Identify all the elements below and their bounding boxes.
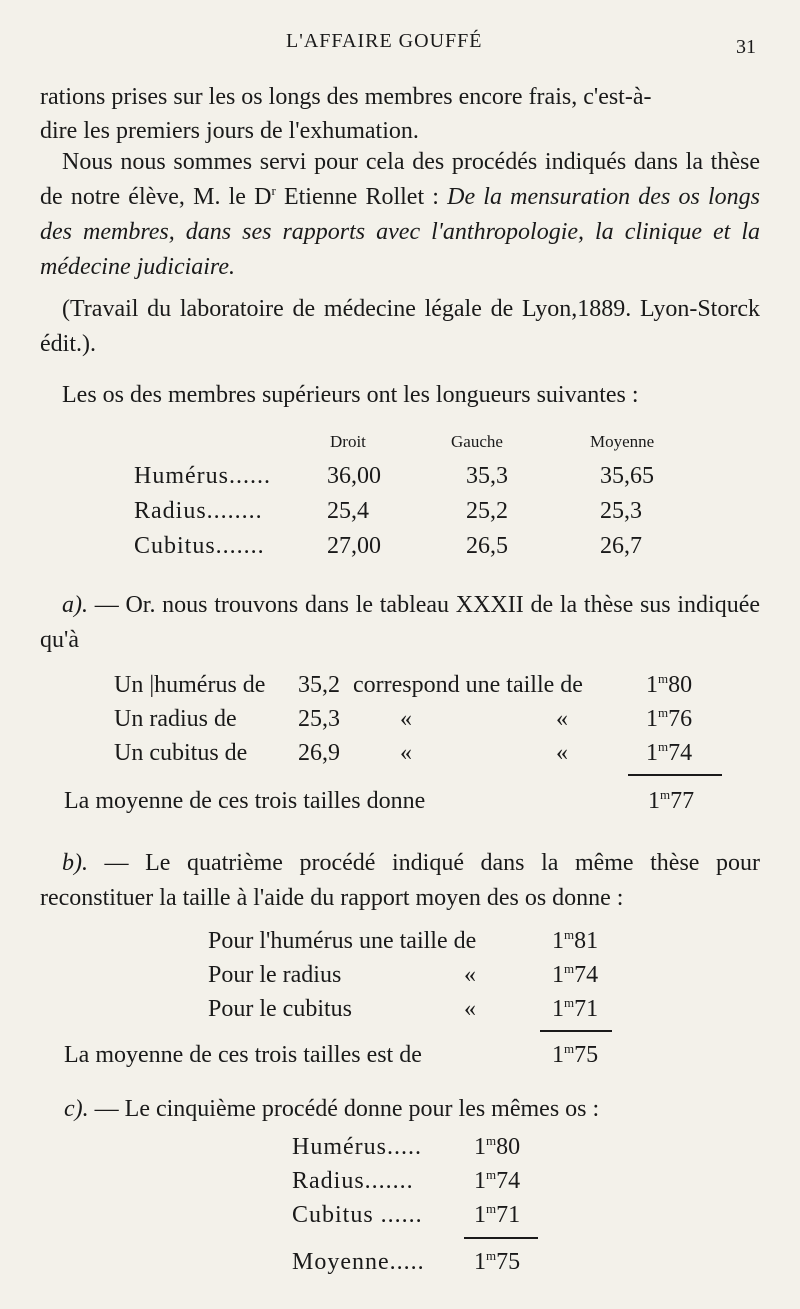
bone-name: Cubitus....... xyxy=(134,533,265,559)
table-row xyxy=(0,494,800,528)
row-label: Un cubitus de xyxy=(114,740,248,766)
thesis-title: De la mensuration des os longs des membres, dans ses rapports avec l'anthropologie, la clinique et la médecine judiciaire. xyxy=(40,184,760,280)
value-moyenne: 25,3 xyxy=(600,498,642,524)
table-row xyxy=(0,736,800,770)
table-row-total xyxy=(0,1245,800,1279)
value-gauche: 35,3 xyxy=(466,463,508,489)
table-row xyxy=(0,459,800,493)
bone-value: 35,2 xyxy=(298,672,340,698)
height-value: 1$^m$76 xyxy=(646,705,693,732)
height-value: 1$^m$74 xyxy=(474,1167,521,1194)
method-text-after: Etienne Rollet : xyxy=(275,184,448,210)
bone-name: Humérus..... xyxy=(292,1134,422,1160)
table-row xyxy=(0,702,800,736)
height-value: 1$^m$71 xyxy=(474,1201,521,1228)
bones-intro: Les os des membres supérieurs ont les longueurs suivantes : xyxy=(62,382,639,408)
page-number: 31 xyxy=(736,36,756,58)
height-value: 1$^m$71 xyxy=(552,995,599,1022)
total-label: La moyenne de ces trois tailles donne xyxy=(64,788,426,814)
row-label: Pour le cubitus xyxy=(208,996,352,1022)
height-value: 1$^m$80 xyxy=(474,1133,521,1160)
row-mid-text: correspond une taille de xyxy=(353,672,583,698)
table-row xyxy=(0,1198,800,1232)
table-row-total xyxy=(0,784,800,818)
method-text-before: Nous nous sommes servi pour cela des procédés indiqués dans la thèse de notre élève, M. le D xyxy=(40,149,760,210)
row-label: Pour l'humérus une taille de xyxy=(208,928,477,954)
ditto-mark: « xyxy=(556,740,568,766)
sum-rule xyxy=(540,1030,612,1032)
row-label: Un |humérus de xyxy=(114,672,266,698)
section-a-paragraph xyxy=(40,588,760,658)
table-row xyxy=(0,1164,800,1198)
bone-name: Cubitus ...... xyxy=(292,1202,423,1228)
ditto-mark: « xyxy=(556,706,568,732)
sum-rule xyxy=(628,774,722,776)
bone-name: Radius........ xyxy=(134,498,263,524)
total-label: La moyenne de ces trois tailles est de xyxy=(64,1042,422,1068)
intro-line-2: dire les premiers jours de l'exhumation. xyxy=(40,118,419,144)
bone-value: 25,3 xyxy=(298,706,340,732)
section-b-text: — Le quatrième procédé indiqué dans la même thèse pour reconstituer la taille à l'aide du rapport moyen des os donne : xyxy=(40,850,760,911)
value-droit: 27,00 xyxy=(327,533,381,559)
method-sup: r xyxy=(271,183,276,198)
total-value: 1$^m$77 xyxy=(648,787,695,814)
value-moyenne: 35,65 xyxy=(600,463,654,489)
running-header xyxy=(0,30,800,60)
table-row xyxy=(0,668,800,702)
source-paragraph: (Travail du laboratoire de médecine légale de Lyon,1889. Lyon-Storck édit.). xyxy=(40,296,760,357)
row-label: Pour le radius xyxy=(208,962,342,988)
value-gauche: 25,2 xyxy=(466,498,508,524)
table-row-total xyxy=(0,1038,800,1072)
section-c-label: c). xyxy=(64,1096,89,1122)
table-row xyxy=(0,529,800,563)
col-header-gauche: Gauche xyxy=(451,432,503,451)
section-b-label: b). xyxy=(62,850,88,876)
bone-value: 26,9 xyxy=(298,740,340,766)
height-value: 1$^m$80 xyxy=(646,671,693,698)
table-row xyxy=(0,992,800,1026)
section-c-paragraph xyxy=(64,1092,599,1126)
section-b-paragraph xyxy=(40,846,760,916)
bone-name: Radius....... xyxy=(292,1168,414,1194)
table-row xyxy=(0,924,800,958)
height-value: 1$^m$74 xyxy=(552,961,599,988)
total-label: Moyenne..... xyxy=(292,1249,425,1275)
table-row xyxy=(0,958,800,992)
table-row xyxy=(0,1130,800,1164)
ditto-mark: « xyxy=(464,962,476,988)
value-moyenne: 26,7 xyxy=(600,533,642,559)
header-title: L'AFFAIRE GOUFFÉ xyxy=(286,30,483,52)
bone-name: Humérus...... xyxy=(134,463,271,489)
section-a-text: — Or. nous trouvons dans le tableau XXXII de la thèse sus indiquée qu'à xyxy=(40,592,760,653)
row-label: Un radius de xyxy=(114,706,237,732)
section-a-label: a). xyxy=(62,592,88,618)
ditto-mark: « xyxy=(464,996,476,1022)
value-droit: 25,4 xyxy=(327,498,369,524)
total-value: 1$^m$75 xyxy=(474,1248,521,1275)
value-droit: 36,00 xyxy=(327,463,381,489)
col-header-droit: Droit xyxy=(330,432,366,451)
height-value: 1$^m$74 xyxy=(646,739,693,766)
method-paragraph xyxy=(40,145,760,285)
height-value: 1$^m$81 xyxy=(552,927,599,954)
value-gauche: 26,5 xyxy=(466,533,508,559)
section-c-text: — Le cinquième procédé donne pour les mêmes os : xyxy=(88,1096,600,1122)
intro-line-1: rations prises sur les os longs des membres encore frais, c'est-à- xyxy=(40,84,652,110)
col-header-moyenne: Moyenne xyxy=(590,432,655,451)
ditto-mark: « xyxy=(400,740,412,766)
sum-rule xyxy=(464,1237,538,1239)
total-value: 1$^m$75 xyxy=(552,1041,599,1068)
ditto-mark: « xyxy=(400,706,412,732)
